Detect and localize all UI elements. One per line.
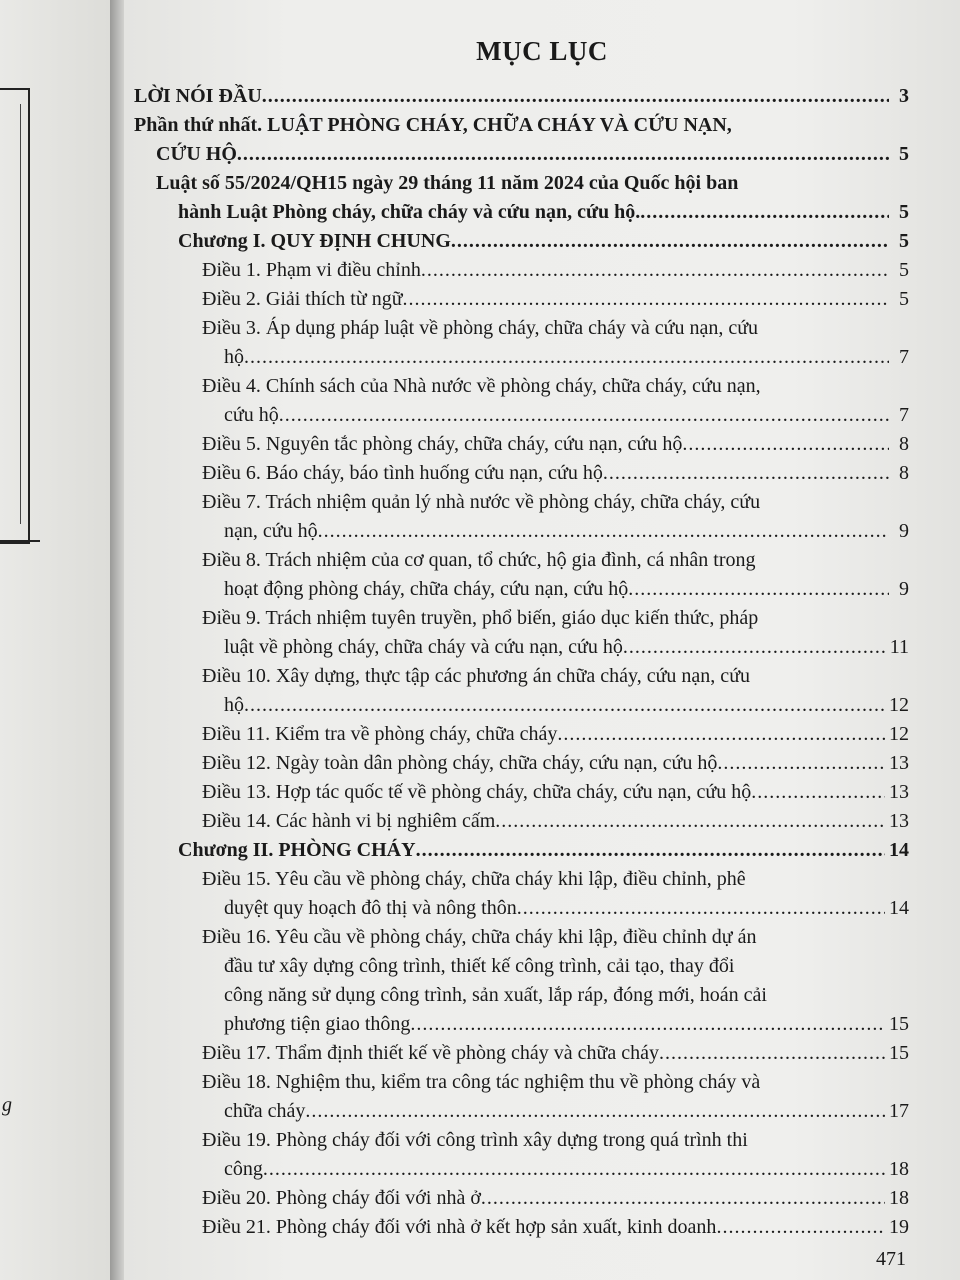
- toc-entry-text: phương tiện giao thông: [224, 1013, 411, 1035]
- leader-dots: [717, 749, 885, 778]
- toc-line: [156, 140, 909, 169]
- toc-entry: [124, 1126, 909, 1184]
- toc-line: [224, 952, 909, 981]
- toc-line: [156, 169, 909, 198]
- toc-line: [224, 401, 909, 430]
- toc-line: [224, 981, 909, 1010]
- toc-entry-text: Điều 6. Báo cháy, báo tình huống cứu nạn, cứu hộ: [202, 462, 603, 484]
- toc-line: [202, 807, 909, 836]
- toc-line: [202, 488, 909, 517]
- toc-entry-text: Điều 7. Trách nhiệm quản lý nhà nước về phòng cháy, chữa cháy, cứu: [202, 491, 761, 513]
- leader-dots: [410, 1010, 885, 1039]
- toc-line: [202, 1184, 909, 1213]
- toc-entry-text: Điều 16. Yêu cầu về phòng cháy, chữa cháy khi lập, điều chỉnh dự án: [202, 926, 757, 948]
- leader-dots: [628, 575, 889, 604]
- leader-dots: [716, 1213, 885, 1242]
- leader-dots: [262, 82, 889, 111]
- toc-entry-text: CỨU HỘ: [156, 143, 237, 165]
- toc-entry-text: Điều 5. Nguyên tắc phòng cháy, chữa cháy, cứu nạn, cứu hộ: [202, 433, 683, 455]
- toc-page-number: 5: [899, 288, 909, 310]
- toc-page-number: 11: [889, 636, 909, 658]
- leader-dots: [603, 459, 889, 488]
- toc-line: [224, 691, 909, 720]
- toc-entry: [124, 314, 909, 372]
- toc-entry: [124, 836, 909, 865]
- toc-entry: [124, 1213, 909, 1242]
- toc-entry: [124, 662, 909, 720]
- toc-entry: [124, 227, 909, 256]
- leader-dots: [318, 517, 889, 546]
- leader-dots: [481, 1184, 885, 1213]
- toc-page-number: 8: [899, 433, 909, 455]
- toc-line: [202, 430, 909, 459]
- leader-dots: [495, 807, 885, 836]
- toc-entry-text: Điều 4. Chính sách của Nhà nước về phòng cháy, chữa cháy, cứu nạn,: [202, 375, 761, 397]
- toc-entry-text: Điều 3. Áp dụng pháp luật về phòng cháy, chữa cháy và cứu nạn, cứu: [202, 317, 759, 339]
- toc-line: [134, 111, 909, 140]
- leader-dots: [451, 227, 889, 256]
- toc-page: [124, 0, 960, 1280]
- toc-page-number: 19: [889, 1216, 909, 1238]
- toc-line: [202, 372, 909, 401]
- toc-line: [224, 1010, 909, 1039]
- toc-entry-text: Điều 13. Hợp tác quốc tế về phòng cháy, chữa cháy, cứu nạn, cứu hộ: [202, 781, 752, 803]
- leader-dots: [751, 778, 885, 807]
- leader-dots: [517, 894, 885, 923]
- toc-entry-text: Điều 20. Phòng cháy đối với nhà ở: [202, 1187, 481, 1209]
- toc-entry: [124, 923, 909, 1039]
- toc-page-number: 9: [899, 578, 909, 600]
- toc-page-number: 14: [889, 839, 909, 861]
- toc-entry: [124, 1068, 909, 1126]
- toc-line: [202, 749, 909, 778]
- leader-dots: [421, 256, 889, 285]
- toc-entry-text: hành Luật Phòng cháy, chữa cháy và cứu nạn, cứu hộ.: [178, 201, 641, 223]
- toc-line: [202, 256, 909, 285]
- toc-line: [202, 1039, 909, 1068]
- adjacent-page-rule: [0, 540, 40, 542]
- toc-entry: [124, 169, 909, 227]
- toc-page-number: 18: [889, 1187, 909, 1209]
- toc-entry: [124, 488, 909, 546]
- toc-entry-text: chữa cháy: [224, 1100, 306, 1122]
- toc-entry-text: Điều 15. Yêu cầu về phòng cháy, chữa cháy khi lập, điều chỉnh, phê: [202, 868, 746, 890]
- leader-dots: [263, 1155, 885, 1184]
- page-title: MỤC LỤC: [476, 36, 608, 66]
- toc-line: [224, 633, 909, 662]
- toc-page-number: 18: [889, 1158, 909, 1180]
- toc-line: [224, 517, 909, 546]
- toc-entry-text: công năng sử dụng công trình, sản xuất, lắp ráp, đóng mới, hoán cải: [224, 984, 767, 1006]
- leader-dots: [237, 140, 889, 169]
- toc-page-number: 13: [889, 752, 909, 774]
- toc-page-number: 13: [889, 810, 909, 832]
- toc-page-number: 15: [889, 1042, 909, 1064]
- toc-entry: [124, 372, 909, 430]
- toc-line: [202, 1126, 909, 1155]
- toc-page-number: 17: [889, 1100, 909, 1122]
- toc-line: [202, 459, 909, 488]
- toc-page-number: 5: [899, 259, 909, 281]
- toc-entry: [124, 865, 909, 923]
- toc-line: [224, 343, 909, 372]
- toc-entry: [124, 111, 909, 169]
- toc-entry-text: đầu tư xây dựng công trình, thiết kế công trình, cải tạo, thay đổi: [224, 955, 735, 977]
- toc-line: [178, 227, 909, 256]
- toc-line: [224, 575, 909, 604]
- leader-dots: [640, 198, 889, 227]
- toc-entry: [124, 546, 909, 604]
- leader-dots: [682, 430, 889, 459]
- toc-entry-text: công: [224, 1158, 263, 1180]
- toc-entry-text: Điều 14. Các hành vi bị nghiêm cấm: [202, 810, 496, 832]
- leader-dots: [403, 285, 889, 314]
- adjacent-page-text: g: [2, 1094, 12, 1116]
- leader-dots: [416, 836, 885, 865]
- toc-line: [224, 1097, 909, 1126]
- leader-dots: [623, 633, 886, 662]
- toc-line: [202, 778, 909, 807]
- toc-page-number: 5: [899, 230, 909, 252]
- leader-dots: [557, 720, 885, 749]
- toc-entry-text: Điều 1. Phạm vi điều chỉnh: [202, 259, 421, 281]
- toc-entry: [124, 749, 909, 778]
- toc-line: [202, 604, 909, 633]
- toc-line: [224, 894, 909, 923]
- toc-entry: [124, 459, 909, 488]
- toc-entry-text: cứu hộ: [224, 404, 279, 426]
- toc-page-number: 7: [899, 404, 909, 426]
- toc-entry: [124, 82, 909, 111]
- toc-entry-text: Điều 19. Phòng cháy đối với công trình xây dựng trong quá trình thi: [202, 1129, 748, 1151]
- toc-entry: [124, 285, 909, 314]
- toc-line: [224, 1155, 909, 1184]
- toc-entry-text: Điều 8. Trách nhiệm của cơ quan, tổ chức, hộ gia đình, cá nhân trong: [202, 549, 756, 571]
- toc-page-number: 5: [899, 143, 909, 165]
- toc-entry: [124, 430, 909, 459]
- toc-line: [134, 82, 909, 111]
- toc-entry-text: hộ: [224, 346, 244, 368]
- toc-entry-text: LỜI NÓI ĐẦU: [134, 85, 262, 107]
- toc-page-number: 7: [899, 346, 909, 368]
- toc-entry: [124, 604, 909, 662]
- toc-entry-text: Điều 10. Xây dựng, thực tập các phương án chữa cháy, cứu nạn, cứu: [202, 665, 751, 687]
- toc-line: [202, 285, 909, 314]
- leader-dots: [659, 1039, 885, 1068]
- table-of-contents: [124, 82, 909, 1242]
- toc-entry-text: Điều 21. Phòng cháy đối với nhà ở kết hợp sản xuất, kinh doanh: [202, 1216, 717, 1238]
- toc-page-number: 8: [899, 462, 909, 484]
- toc-entry-text: luật về phòng cháy, chữa cháy và cứu nạn, cứu hộ: [224, 636, 623, 658]
- toc-entry-text: duyệt quy hoạch đô thị và nông thôn: [224, 897, 517, 919]
- toc-entry: [124, 778, 909, 807]
- toc-entry-text: Luật số 55/2024/QH15 ngày 29 tháng 11 năm 2024 của Quốc hội ban: [156, 172, 739, 194]
- toc-entry-text: nạn, cứu hộ: [224, 520, 318, 542]
- toc-page-number: 3: [899, 85, 909, 107]
- toc-page-number: 13: [889, 781, 909, 803]
- toc-line: [178, 836, 909, 865]
- adjacent-page: [0, 0, 118, 1280]
- toc-entry: [124, 256, 909, 285]
- page-number: 471: [876, 1248, 906, 1270]
- toc-line: [202, 720, 909, 749]
- toc-page-number: 9: [899, 520, 909, 542]
- toc-entry-text: Điều 17. Thẩm định thiết kế về phòng cháy và chữa cháy: [202, 1042, 660, 1064]
- toc-entry-text: Chương II. PHÒNG CHÁY: [178, 839, 416, 861]
- toc-entry-text: hộ: [224, 694, 244, 716]
- leader-dots: [305, 1097, 885, 1126]
- toc-line: [202, 1213, 909, 1242]
- toc-entry: [124, 1184, 909, 1213]
- adjacent-page-frame: [0, 88, 30, 544]
- toc-entry: [124, 807, 909, 836]
- toc-page-number: 14: [889, 897, 909, 919]
- toc-entry-text: Điều 18. Nghiệm thu, kiểm tra công tác nghiệm thu về phòng cháy và: [202, 1071, 761, 1093]
- toc-entry-text: Chương I. QUY ĐỊNH CHUNG: [178, 230, 451, 252]
- toc-line: [202, 1068, 909, 1097]
- toc-entry-text: Điều 12. Ngày toàn dân phòng cháy, chữa cháy, cứu nạn, cứu hộ: [202, 752, 718, 774]
- leader-dots: [244, 343, 889, 372]
- leader-dots: [244, 691, 885, 720]
- toc-line: [202, 923, 909, 952]
- toc-entry-text: hoạt động phòng cháy, chữa cháy, cứu nạn, cứu hộ: [224, 578, 629, 600]
- toc-entry-text: Điều 11. Kiểm tra về phòng cháy, chữa cháy: [202, 723, 558, 745]
- toc-line: [178, 198, 909, 227]
- toc-page-number: 15: [889, 1013, 909, 1035]
- toc-entry: [124, 1039, 909, 1068]
- toc-page-number: 12: [889, 694, 909, 716]
- toc-line: [202, 662, 909, 691]
- leader-dots: [279, 401, 889, 430]
- toc-page-number: 5: [899, 201, 909, 223]
- toc-line: [202, 865, 909, 894]
- toc-page-number: 12: [889, 723, 909, 745]
- toc-entry-text: Điều 2. Giải thích từ ngữ: [202, 288, 403, 310]
- toc-entry-text: Điều 9. Trách nhiệm tuyên truyền, phổ biến, giáo dục kiến thức, pháp: [202, 607, 759, 629]
- toc-entry-text: Phần thứ nhất. LUẬT PHÒNG CHÁY, CHỮA CHÁY VÀ CỨU NẠN,: [134, 114, 732, 136]
- toc-line: [202, 314, 909, 343]
- toc-entry: [124, 720, 909, 749]
- toc-line: [202, 546, 909, 575]
